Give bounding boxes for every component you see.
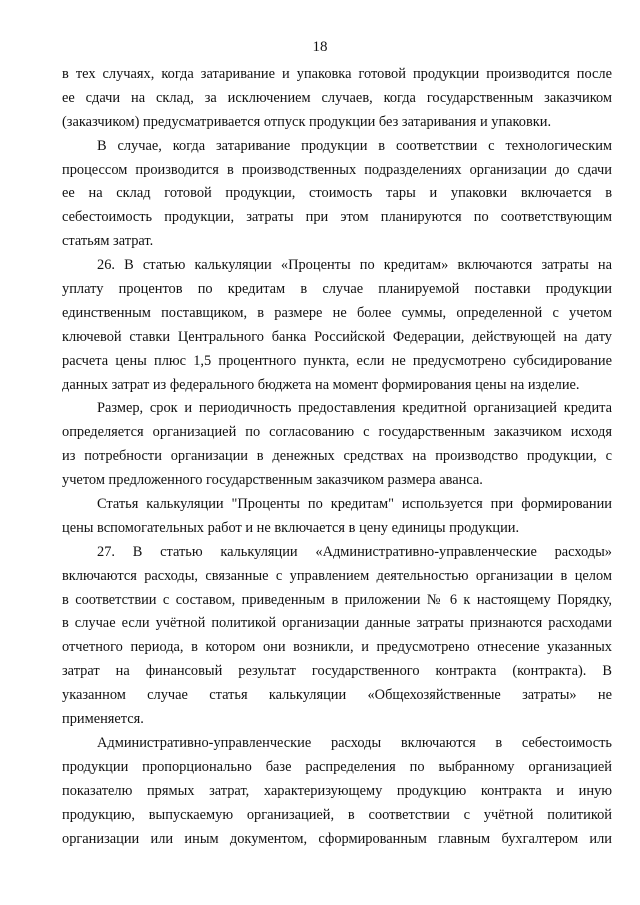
text-line: ключевой ставки Центрального банка Российской Федерации, действующей на дату — [62, 328, 612, 345]
text-line: данных затрат из федерального бюджета на момент формирования цены на изделие. — [62, 376, 580, 393]
text-line: включаются расходы, связанные с управлением деятельностью организации в целом — [62, 567, 612, 584]
text-line: цены вспомогательных работ и не включается в цену единицы продукции. — [62, 519, 520, 536]
text-line: указанном случае статья калькуляции «Общехозяйственные затраты» не — [62, 687, 612, 704]
text-line: в тех случаях, когда затаривание и упаковка готовой продукции производится после — [62, 66, 612, 82]
text-line: затрат на финансовый результат государственного контракта (контракта). В — [62, 663, 612, 680]
text-line: В случае, когда затаривание продукции в соответствии с технологическим — [97, 137, 612, 154]
text-line: ее сдачи на склад, за исключением случаев, когда государственным заказчиком — [62, 89, 612, 106]
document-body — [62, 63, 612, 851]
text-line: продукции пропорционально базе распределения по выбранному организацией — [62, 758, 612, 775]
text-line: Размер, срок и периодичность предоставления кредитной организацией кредита — [97, 400, 612, 417]
text-line: учетом предложенного государственным заказчиком размера аванса. — [62, 472, 483, 489]
text-line: в случае если учётной политикой организации данные затраты признаются расходами — [62, 615, 612, 632]
text-line: определяется организацией по согласованию с государственным заказчиком исходя — [62, 424, 612, 441]
text-line: 27. В статью калькуляции «Административно-управленческие расходы» — [97, 543, 612, 560]
text-line: организации или иным документом, сформированным главным бухгалтером или — [62, 830, 612, 847]
text-line: (заказчиком) предусматривается отпуск продукции без затаривания и упаковки. — [62, 113, 552, 130]
text-line: себестоимость продукции, затраты при этом планируются по соответствующим — [62, 209, 612, 226]
text-line: в соответствии с составом, приведенным в приложении № 6 к настоящему Порядку, — [62, 591, 612, 608]
text-line: Статья калькуляции "Проценты по кредитам" используется при формировании — [97, 496, 612, 513]
text-line: 26. В статью калькуляции «Проценты по кредитам» включаются затраты на — [97, 257, 612, 274]
text-line: уплату процентов по кредитам в случае планируемой поставки продукции — [62, 281, 612, 298]
text-line: показателю прямых затрат, характеризующему продукцию контракта и иную — [62, 782, 612, 799]
text-line: из потребности организации в денежных средствах на производство продукции, с — [62, 448, 612, 465]
page-number: 18 — [312, 39, 328, 55]
text-line: ее на склад готовой продукции, стоимость тары и упаковки включается в — [62, 185, 612, 202]
text-line: расчета цены плюс 1,5 процентного пункта, если не предусмотрено субсидирование — [62, 352, 612, 369]
text-line: применяется. — [62, 711, 144, 728]
text-line: Административно-управленческие расходы включаются в себестоимость — [97, 734, 612, 751]
text-line: единственным поставщиком, в размере не более суммы, определенной с учетом — [62, 304, 612, 321]
text-line: продукцию, выпускаемую организацией, в соответствии с учётной политикой — [62, 806, 612, 823]
text-line: процессом производится в производственных подразделениях организации до сдачи — [62, 161, 612, 178]
text-line: статьям затрат. — [62, 233, 154, 250]
text-line: отчетного периода, в котором они возникли, и предусмотрено отнесение указанных — [62, 639, 612, 656]
